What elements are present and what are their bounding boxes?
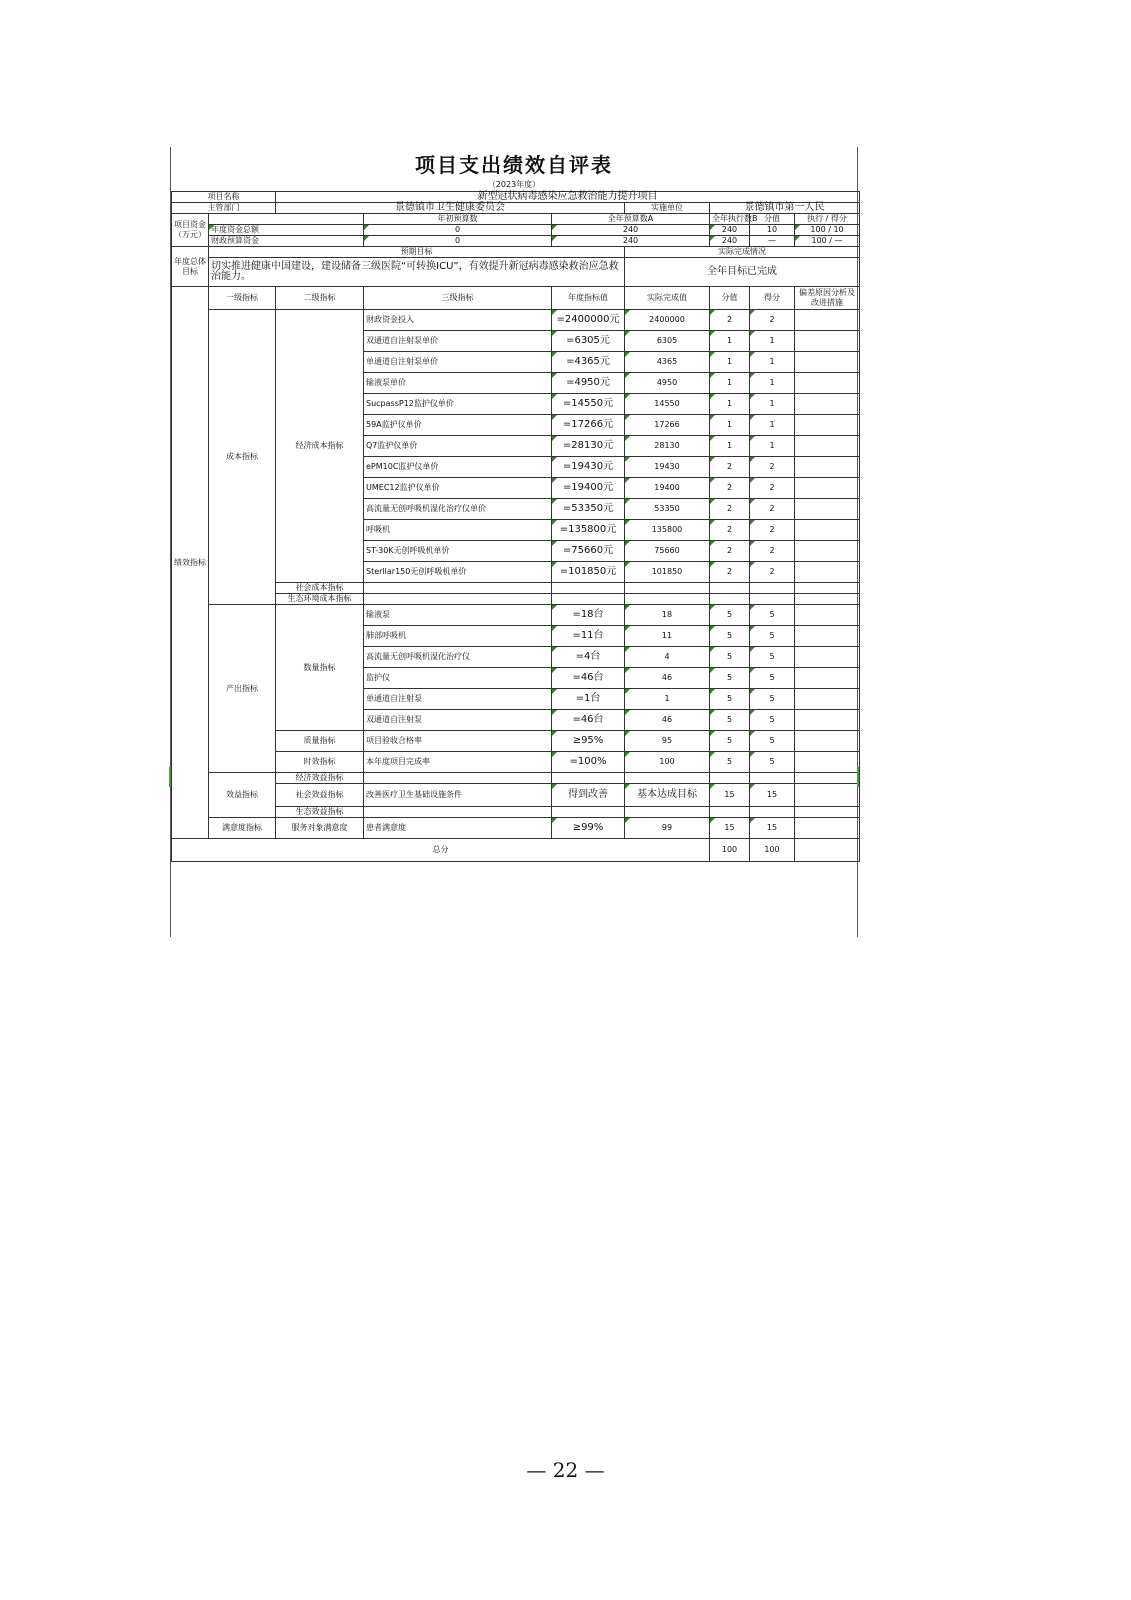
indicator-name: 财政资金投入 [364, 310, 552, 331]
indicator-score: 2 [750, 310, 795, 331]
indicator-score: 5 [750, 668, 795, 689]
indicator-target: =4台 [552, 647, 625, 668]
indicator-weight: 1 [710, 331, 750, 352]
indicator-actual [625, 594, 710, 605]
indicator-target [552, 583, 625, 594]
indicator-weight: 2 [710, 457, 750, 478]
funds-fiscal-5: — [834, 236, 843, 245]
indicator-weight: 5 [710, 647, 750, 668]
satisfaction-indicator-label: 满意度指标 [209, 818, 276, 839]
funds-header-0: 年初预算数 [364, 214, 552, 225]
indicator-name: 单通道自注射泵 [364, 689, 552, 710]
indicator-target: =75660元 [552, 541, 625, 562]
header-level2: 二级指标 [276, 287, 364, 310]
table-header-row [172, 287, 860, 310]
indicator-weight: 1 [710, 373, 750, 394]
indicator-name: SucpassP12监护仪单价 [364, 394, 552, 415]
indicator-weight: 2 [710, 478, 750, 499]
indicator-target: 得到改善 [552, 784, 625, 807]
goals-expected-label: 预期目标 [209, 247, 625, 258]
indicator-weight: 1 [710, 352, 750, 373]
funds-total-1: 240 [552, 225, 710, 236]
indicator-name: 本年度项目完成率 [364, 752, 552, 773]
table-row [172, 247, 860, 258]
indicator-notes [795, 478, 860, 499]
indicator-actual: 95 [625, 731, 710, 752]
indicator-name: 高流量无创呼吸机湿化治疗仪 [364, 647, 552, 668]
indicator-score: 5 [750, 689, 795, 710]
indicator-score: 2 [750, 478, 795, 499]
table-row [172, 594, 860, 605]
indicator-name: 项目验收合格率 [364, 731, 552, 752]
indicator-actual: 1 [625, 689, 710, 710]
project-name-value: 新型冠状病毒感染应急救治能力提升项目 [276, 192, 860, 203]
indicator-target [552, 807, 625, 818]
indicator-score: 2 [750, 541, 795, 562]
indicator-notes [795, 331, 860, 352]
indicator-name: 肺部呼吸机 [364, 626, 552, 647]
indicator-name: ST-30K无创呼吸机单价 [364, 541, 552, 562]
indicator-actual: 2400000 [625, 310, 710, 331]
indicator-weight: 5 [710, 710, 750, 731]
indicator-weight: 2 [710, 310, 750, 331]
indicator-name: UMEC12监护仪单价 [364, 478, 552, 499]
header-target: 年度指标值 [552, 287, 625, 310]
indicator-notes [795, 373, 860, 394]
indicator-score: 5 [750, 731, 795, 752]
goals-actual: 全年目标已完成 [625, 258, 860, 287]
indicator-notes [795, 352, 860, 373]
funds-header-1: 全年预算数A [552, 214, 710, 225]
indicator-score [750, 594, 795, 605]
indicator-score: 5 [750, 752, 795, 773]
indicator-name: 高流量无创呼吸机湿化治疗仪单价 [364, 499, 552, 520]
indicator-actual: 18 [625, 605, 710, 626]
indicator-notes [795, 520, 860, 541]
service-satisfaction-label: 服务对象满意度 [276, 818, 364, 839]
goals-label: 年度总体目标 [172, 247, 209, 287]
indicator-weight: 1 [710, 436, 750, 457]
indicator-score: 5 [750, 647, 795, 668]
page-title: 项目支出绩效自评表 [415, 153, 613, 177]
indicator-weight [710, 594, 750, 605]
indicator-score: 2 [750, 520, 795, 541]
evaluation-table [171, 191, 860, 862]
indicator-actual: 75660 [625, 541, 710, 562]
table-row: 年度资金总额 0 240 240 10 100 / 10 [172, 225, 860, 236]
indicator-weight: 5 [710, 668, 750, 689]
indicator-actual: 99 [625, 818, 710, 839]
indicator-notes [795, 807, 860, 818]
eco-benefit-label: 生态效益指标 [276, 807, 364, 818]
indicator-score: 1 [750, 331, 795, 352]
indicator-name: ePM10C监护仪单价 [364, 457, 552, 478]
page-number: — 22 — [526, 1458, 605, 1482]
indicator-name: 输液泵单价 [364, 373, 552, 394]
table-row [172, 605, 860, 626]
indicator-weight: 5 [710, 626, 750, 647]
funds-fiscal-3: — [750, 236, 795, 247]
funds-fiscal-1: 240 [552, 236, 710, 247]
indicator-name: 双通道自注射泵 [364, 710, 552, 731]
total-notes [795, 839, 860, 862]
funds-label: 项目资金（万元） [172, 214, 209, 247]
indicator-target: =135800元 [552, 520, 625, 541]
edge-marker-right [857, 767, 859, 787]
indicator-notes [795, 818, 860, 839]
edge-marker-left [169, 767, 171, 787]
indicator-actual: 17266 [625, 415, 710, 436]
indicator-target: =100% [552, 752, 625, 773]
impl-value: 景德镇市第一人民 [710, 203, 860, 214]
indicator-score: 15 [750, 784, 795, 807]
indicator-weight: 2 [710, 541, 750, 562]
economic-cost-label: 经济成本指标 [276, 310, 364, 583]
social-benefit-label: 社会效益指标 [276, 784, 364, 807]
header-actual: 实际完成值 [625, 287, 710, 310]
indicator-target: =101850元 [552, 562, 625, 583]
indicator-weight: 5 [710, 731, 750, 752]
indicator-actual: 6305 [625, 331, 710, 352]
indicator-weight [710, 807, 750, 818]
indicator-target: =18台 [552, 605, 625, 626]
indicator-weight: 15 [710, 784, 750, 807]
table-row [172, 773, 860, 784]
indicator-actual: 46 [625, 710, 710, 731]
total-score: 100 [750, 839, 795, 862]
indicator-name: Q7监护仪单价 [364, 436, 552, 457]
indicator-notes [795, 499, 860, 520]
indicator-notes [795, 752, 860, 773]
indicator-actual [625, 807, 710, 818]
indicator-notes [795, 773, 860, 784]
indicator-score: 1 [750, 394, 795, 415]
indicator-weight: 5 [710, 605, 750, 626]
indicator-weight: 2 [710, 562, 750, 583]
indicator-notes [795, 605, 860, 626]
indicators-section-label: 绩效指标 [172, 287, 209, 839]
social-cost-label: 社会成本指标 [276, 583, 364, 594]
indicator-name: 改善医疗卫生基础设施条件 [364, 784, 552, 807]
indicator-actual: 4 [625, 647, 710, 668]
indicator-notes [795, 784, 860, 807]
table-row [172, 839, 860, 862]
funds-header-3: 分值 [750, 214, 795, 225]
funds-total-5: 10 [833, 225, 844, 234]
evaluation-form [170, 147, 858, 937]
indicator-notes [795, 647, 860, 668]
funds-fiscal-2: 240 [710, 236, 750, 247]
indicator-weight: 5 [710, 689, 750, 710]
indicator-score: 1 [750, 436, 795, 457]
indicator-score: 2 [750, 499, 795, 520]
indicator-actual: 4365 [625, 352, 710, 373]
indicator-target: ≥99% [552, 818, 625, 839]
table-row [172, 203, 860, 214]
indicator-notes [795, 541, 860, 562]
indicator-actual: 19400 [625, 478, 710, 499]
indicator-notes [795, 710, 860, 731]
indicator-name [364, 807, 552, 818]
indicator-score: 5 [750, 626, 795, 647]
indicator-notes [795, 583, 860, 594]
table-row [172, 807, 860, 818]
indicator-notes [795, 689, 860, 710]
cost-indicator-label: 成本指标 [209, 310, 276, 605]
indicator-score [750, 807, 795, 818]
indicator-name: 呼吸机 [364, 520, 552, 541]
funds-fiscal-4: 100 [811, 236, 827, 245]
indicator-score: 2 [750, 457, 795, 478]
indicator-name: 输液泵 [364, 605, 552, 626]
indicator-target: =46台 [552, 710, 625, 731]
header-level1: 一级指标 [209, 287, 276, 310]
indicator-actual: 135800 [625, 520, 710, 541]
indicator-actual [625, 773, 710, 784]
funds-header-4: 执行 [807, 214, 824, 223]
indicator-target: =17266元 [552, 415, 625, 436]
indicator-target: =14550元 [552, 394, 625, 415]
indicator-score: 1 [750, 415, 795, 436]
indicator-weight: 5 [710, 752, 750, 773]
dept-label: 主管部门 [172, 203, 276, 214]
indicator-name: 双通道自注射泵单价 [364, 331, 552, 352]
indicator-notes [795, 457, 860, 478]
indicator-weight: 1 [710, 415, 750, 436]
indicator-weight: 1 [710, 394, 750, 415]
indicator-actual: 53350 [625, 499, 710, 520]
table-row [172, 310, 860, 331]
indicator-score: 5 [750, 605, 795, 626]
indicator-weight: 15 [710, 818, 750, 839]
table-row [172, 731, 860, 752]
indicator-target: =2400000元 [552, 310, 625, 331]
indicator-target: =11台 [552, 626, 625, 647]
table-row [172, 784, 860, 807]
impl-label: 实施单位 [625, 203, 710, 214]
indicator-notes [795, 415, 860, 436]
indicator-actual: 11 [625, 626, 710, 647]
indicator-notes [795, 310, 860, 331]
goals-expected: 切实推进健康中国建设，建设储备三级医院“可转换ICU”，有效提升新冠病毒感染救治应急救治能力。 [209, 258, 625, 287]
indicator-notes [795, 562, 860, 583]
funds-total-3: 10 [750, 225, 795, 236]
table-row [172, 192, 860, 203]
indicator-score: 1 [750, 352, 795, 373]
indicator-score: 5 [750, 710, 795, 731]
indicator-notes [795, 626, 860, 647]
indicator-actual: 基本达成目标 [625, 784, 710, 807]
indicator-target: =4950元 [552, 373, 625, 394]
indicator-notes [795, 594, 860, 605]
funds-total-0: 0 [364, 225, 552, 236]
total-weight: 100 [710, 839, 750, 862]
indicator-name: Sterllar150无创呼吸机单价 [364, 562, 552, 583]
output-indicator-label: 产出指标 [209, 605, 276, 773]
indicator-score [750, 773, 795, 784]
indicator-name: 患者满意度 [364, 818, 552, 839]
indicator-notes [795, 731, 860, 752]
funds-fiscal-0: 0 [364, 236, 552, 247]
indicator-actual: 100 [625, 752, 710, 773]
project-name-label: 项目名称 [172, 192, 276, 203]
funds-header-2: 全年执行数B [710, 214, 750, 225]
table-row [172, 752, 860, 773]
header-level3: 三级指标 [364, 287, 552, 310]
timeliness-indicator-label: 时效指标 [276, 752, 364, 773]
indicator-actual: 19430 [625, 457, 710, 478]
indicator-target [552, 594, 625, 605]
eco-env-cost-label: 生态环境成本指标 [276, 594, 364, 605]
indicator-actual: 101850 [625, 562, 710, 583]
indicator-name [364, 594, 552, 605]
indicator-weight: 2 [710, 499, 750, 520]
indicator-target: =46台 [552, 668, 625, 689]
funds-fiscal-label: 财政预算资金 [209, 236, 364, 247]
funds-header-5: 得分 [830, 214, 847, 223]
header-notes: 偏差原因分析及改进措施 [795, 287, 860, 310]
goals-actual-label: 实际完成情况 [625, 247, 860, 258]
indicator-score [750, 583, 795, 594]
indicator-name: 单通道自注射泵单价 [364, 352, 552, 373]
indicator-weight [710, 773, 750, 784]
indicator-target: =53350元 [552, 499, 625, 520]
indicator-target: =28130元 [552, 436, 625, 457]
funds-total-label: 年度资金总额 [209, 225, 364, 236]
indicator-target: =6305元 [552, 331, 625, 352]
indicator-weight [710, 583, 750, 594]
indicator-target [552, 773, 625, 784]
indicator-actual: 28130 [625, 436, 710, 457]
funds-total-2: 240 [710, 225, 750, 236]
quantity-indicator-label: 数量指标 [276, 605, 364, 731]
benefit-indicator-label: 效益指标 [209, 773, 276, 818]
year-label: （2023年度） [487, 180, 541, 189]
indicator-target: ≥95% [552, 731, 625, 752]
table-row [172, 583, 860, 594]
indicator-notes [795, 436, 860, 457]
indicator-name: 59A监护仪单价 [364, 415, 552, 436]
table-row: 项目资金（万元） 年初预算数 全年预算数A 全年执行数B 分值 执行 / 得分 [172, 214, 860, 225]
indicator-notes [795, 668, 860, 689]
quality-indicator-label: 质量指标 [276, 731, 364, 752]
total-label: 总分 [172, 839, 710, 862]
indicator-actual [625, 583, 710, 594]
table-row: 财政预算资金 0 240 240 — 100 / — [172, 236, 860, 247]
indicator-actual: 4950 [625, 373, 710, 394]
indicator-name: 监护仪 [364, 668, 552, 689]
indicator-name [364, 773, 552, 784]
header-weight: 分值 [710, 287, 750, 310]
indicator-notes [795, 394, 860, 415]
indicator-target: =1台 [552, 689, 625, 710]
indicator-weight: 2 [710, 520, 750, 541]
table-row [172, 818, 860, 839]
indicator-score: 2 [750, 562, 795, 583]
indicator-score: 1 [750, 373, 795, 394]
indicator-name [364, 583, 552, 594]
dept-value: 景德镇市卫生健康委员会 [276, 203, 625, 214]
indicator-score: 15 [750, 818, 795, 839]
economic-benefit-label: 经济效益指标 [276, 773, 364, 784]
indicator-target: =4365元 [552, 352, 625, 373]
table-row [172, 258, 860, 287]
indicator-actual: 46 [625, 668, 710, 689]
funds-total-4: 100 [810, 225, 826, 234]
indicator-target: =19400元 [552, 478, 625, 499]
indicator-actual: 14550 [625, 394, 710, 415]
header-score: 得分 [750, 287, 795, 310]
indicator-target: =19430元 [552, 457, 625, 478]
